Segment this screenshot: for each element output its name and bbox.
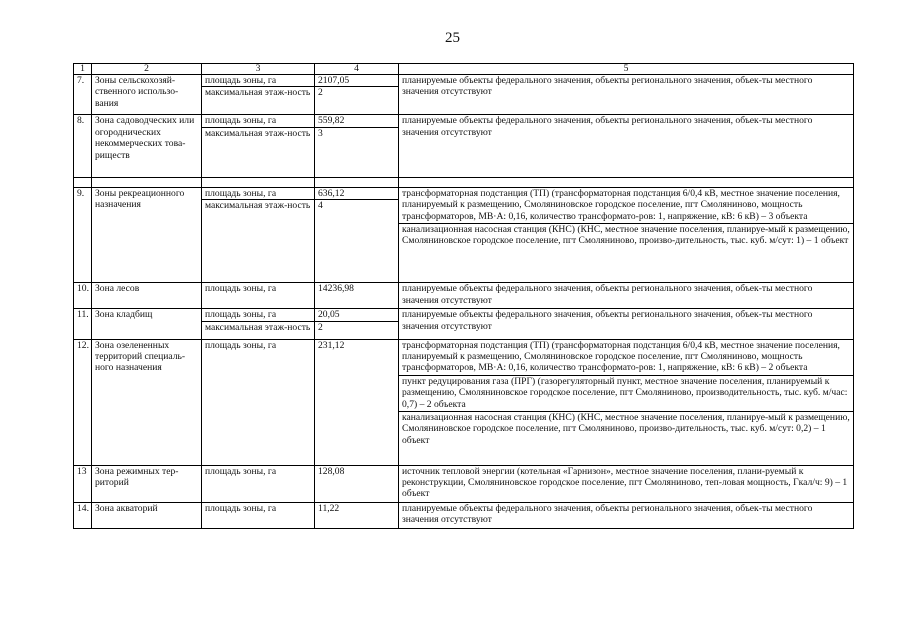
param-label: площадь зоны, га: [202, 339, 315, 465]
zone-name: Зона акваторий: [92, 502, 202, 528]
planned-objects-cell: [399, 75, 854, 115]
param-label: площадь зоны, га: [202, 115, 315, 127]
table-row: [74, 339, 854, 465]
zone-name: Зона лесов: [92, 283, 202, 309]
planned-object-text: планируемые объекты федерального значения, объекты регионального значения, объек-ты местного значения отсутствуют: [402, 115, 813, 138]
table-row: [74, 465, 854, 502]
param-value: 2: [315, 87, 399, 115]
row-number: 14.: [74, 502, 92, 528]
planned-objects-cell: [399, 115, 854, 177]
page-number: 25: [445, 30, 460, 46]
param-value: 128,08: [315, 465, 399, 502]
zone-name: Зона режимных тер-риторий: [92, 465, 202, 502]
planned-object-text: канализационная насосная станция (КНС) (КНС, местное значение поселения, планируе-мый к размещению, Смоляниновское городское поселение, пгт Смоляниново, произво-дительность, тыс. куб. м/сут: 0,2) – 1 объект: [399, 411, 853, 446]
zone-name: Зона кладбищ: [92, 309, 202, 339]
planned-object-text: планируемые объекты федерального значения, объекты регионального значения, объек-ты местного значения отсутствуют: [402, 283, 813, 306]
header-cell: 1: [74, 64, 92, 75]
header-cell: 2: [92, 64, 202, 75]
param-value: 2107,05: [315, 75, 399, 87]
param-value: 2: [315, 321, 399, 339]
param-label: максимальная этаж-ность: [202, 200, 315, 283]
row-spacer: [74, 177, 854, 187]
spacer-cell: [92, 177, 202, 187]
row-number: 9.: [74, 187, 92, 282]
planned-objects-cell: [399, 465, 854, 502]
planned-object-text: трансформаторная подстанция (ТП) (трансформаторная подстанция 6/0,4 кВ, местное значение поселения, планируемый к размещению, Смоляниновское городское поселение, пгт Смоляниново, мощность трансформаторов, МВ·А: 0,16, количество трансформато-ров: 1, напряжение, кВ: 6 кВ) – 2 объекта: [402, 339, 840, 374]
planned-object-text: источник тепловой энергии (котельная «Гарнизон», местное значение поселения, плани-руемый к реконструкции, Смоляниновское городское поселение, пгт Смоляниново, теп-ловая мощность, Гкал/ч: 9) – 1 объект: [402, 465, 848, 500]
planned-objects-cell: [399, 283, 854, 309]
table-row: [74, 187, 854, 199]
planned-objects-cell: [399, 502, 854, 528]
table-row: [74, 115, 854, 127]
param-label: площадь зоны, га: [202, 465, 315, 502]
zone-name: Зона садоводческих или огороднических некоммерческих това-риществ: [92, 115, 202, 177]
param-value: 14236,98: [315, 283, 399, 309]
planned-object-text: планируемые объекты федерального значения, объекты регионального значения, объек-ты местного значения отсутствуют: [402, 75, 813, 98]
zone-name: Зоны сельскохозяй-ственного использо-вания: [92, 75, 202, 115]
param-label: максимальная этаж-ность: [202, 127, 315, 177]
param-value: 3: [315, 127, 399, 177]
planned-objects-table: [73, 63, 854, 529]
header-cell: 5: [399, 64, 854, 75]
table-row: [74, 309, 854, 321]
param-label: площадь зоны, га: [202, 502, 315, 528]
row-number: 8.: [74, 115, 92, 177]
planned-objects-cell: [399, 309, 854, 339]
param-label: площадь зоны, га: [202, 75, 315, 87]
param-value: 20,05: [315, 309, 399, 321]
row-number: 12.: [74, 339, 92, 465]
zone-name: Зоны рекреационного назначения: [92, 187, 202, 282]
spacer-cell: [202, 177, 315, 187]
param-label: площадь зоны, га: [202, 187, 315, 199]
header-cell: 3: [202, 64, 315, 75]
planned-objects-cell: [399, 339, 854, 465]
header-cell: 4: [315, 64, 399, 75]
param-label: максимальная этаж-ность: [202, 321, 315, 339]
param-value: 11,22: [315, 502, 399, 528]
param-value: 231,12: [315, 339, 399, 465]
spacer-cell: [315, 177, 399, 187]
table-row: [74, 283, 854, 309]
planned-object-text: планируемые объекты федерального значения, объекты регионального значения, объек-ты местного значения отсутствуют: [402, 309, 813, 332]
zone-name: Зона озелененных территорий специаль-ного назначения: [92, 339, 202, 465]
param-label: максимальная этаж-ность: [202, 87, 315, 115]
row-number: 10.: [74, 283, 92, 309]
header-row: [74, 64, 854, 75]
row-number: 13: [74, 465, 92, 502]
param-value: 4: [315, 200, 399, 283]
planned-object-text: планируемые объекты федерального значения, объекты регионального значения, объек-ты местного значения отсутствуют: [402, 502, 813, 526]
param-value: 559,82: [315, 115, 399, 127]
planned-objects-cell: [399, 187, 854, 282]
table-row: [74, 75, 854, 87]
spacer-cell: [399, 177, 854, 187]
planned-object-text: канализационная насосная станция (КНС) (КНС, местное значение поселения, планируе-мый к размещению, Смоляниновское городское поселение, пгт Смоляниново, произво-дительность, тыс. куб. м/сут: 1) – 1 объект: [399, 223, 853, 247]
row-number: 11.: [74, 309, 92, 339]
param-label: площадь зоны, га: [202, 309, 315, 321]
planned-object-text: трансформаторная подстанция (ТП) (трансформаторная подстанция 6/0,4 кВ, местное значение поселения, планируемый к размещению, Смоляниновское городское поселение, пгт Смоляниново, мощность трансформаторов, МВ·А: 0,16, количество трансформато-ров: 1, напряжение, кВ: 6 кВ) – 3 объекта: [402, 187, 840, 222]
param-value: 636,12: [315, 187, 399, 199]
param-label: площадь зоны, га: [202, 283, 315, 309]
spacer-cell: [74, 177, 92, 187]
planned-object-text: пункт редуцирования газа (ПРГ) (газорегуляторный пункт, местное значение поселения, планируемый к размещению, Смоляниновское городское поселение, пгт Смоляниново, производительность, тыс. куб. м/час: 0,7) – 2 объекта: [399, 375, 853, 410]
row-number: 7.: [74, 75, 92, 115]
table-row: [74, 502, 854, 528]
